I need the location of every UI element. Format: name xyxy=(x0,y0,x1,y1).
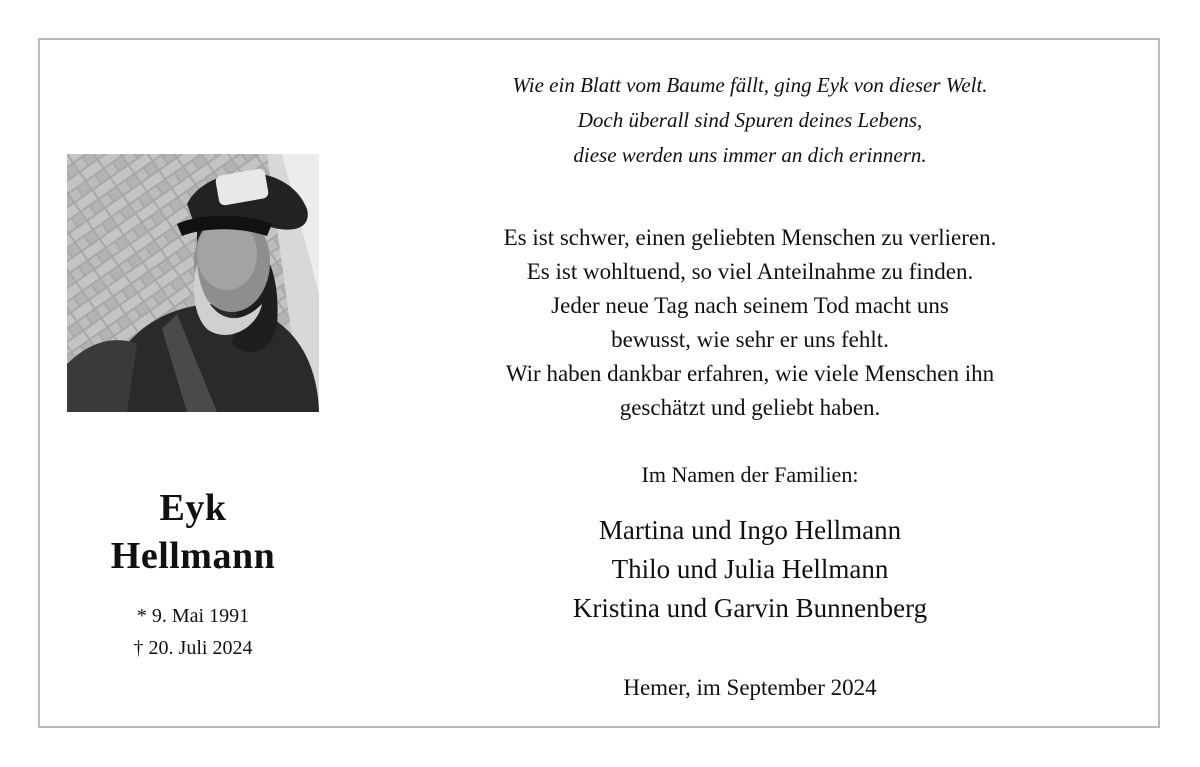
birth-date: * 9. Mai 1991 xyxy=(136,605,250,627)
text-column xyxy=(380,40,1160,726)
memorial-verse xyxy=(380,68,1120,173)
family-name-line: Martina und Ingo Hellmann xyxy=(598,515,902,545)
message-line: Es ist wohltuend, so viel Anteilnahme zu finden. xyxy=(526,259,974,284)
deceased-first-name: Eyk xyxy=(159,487,227,529)
verse-line: diese werden uns immer an dich erinnern. xyxy=(573,143,927,167)
place-and-date: Hemer, im September 2024 xyxy=(623,675,877,700)
deceased-last-name: Hellmann xyxy=(110,535,276,577)
family-name-line: Thilo und Julia Hellmann xyxy=(611,554,889,584)
message-line: Jeder neue Tag nach seinem Tod macht uns xyxy=(551,293,949,318)
message-line: bewusst, wie sehr er uns fehlt. xyxy=(611,327,889,352)
verse-line: Wie ein Blatt vom Baume fällt, ging Eyk von dieser Welt. xyxy=(512,73,988,97)
deceased-name xyxy=(40,484,346,580)
obituary-card xyxy=(38,38,1160,728)
family-name-line: Kristina und Garvin Bunnenberg xyxy=(572,593,928,623)
message-line: geschätzt und geliebt haben. xyxy=(619,395,881,420)
life-dates xyxy=(40,600,346,664)
message-line: Es ist schwer, einen geliebten Menschen zu verlieren. xyxy=(503,225,997,250)
verse-line: Doch überall sind Spuren deines Lebens, xyxy=(577,108,923,132)
family-intro: Im Namen der Familien: xyxy=(641,462,859,487)
portrait-column xyxy=(40,40,346,726)
message-line: Wir haben dankbar erfahren, wie viele Menschen ihn xyxy=(505,361,995,386)
thank-you-message xyxy=(380,221,1120,425)
death-date: † 20. Juli 2024 xyxy=(133,637,253,659)
family-names xyxy=(380,511,1120,628)
portrait-photo xyxy=(67,154,319,412)
